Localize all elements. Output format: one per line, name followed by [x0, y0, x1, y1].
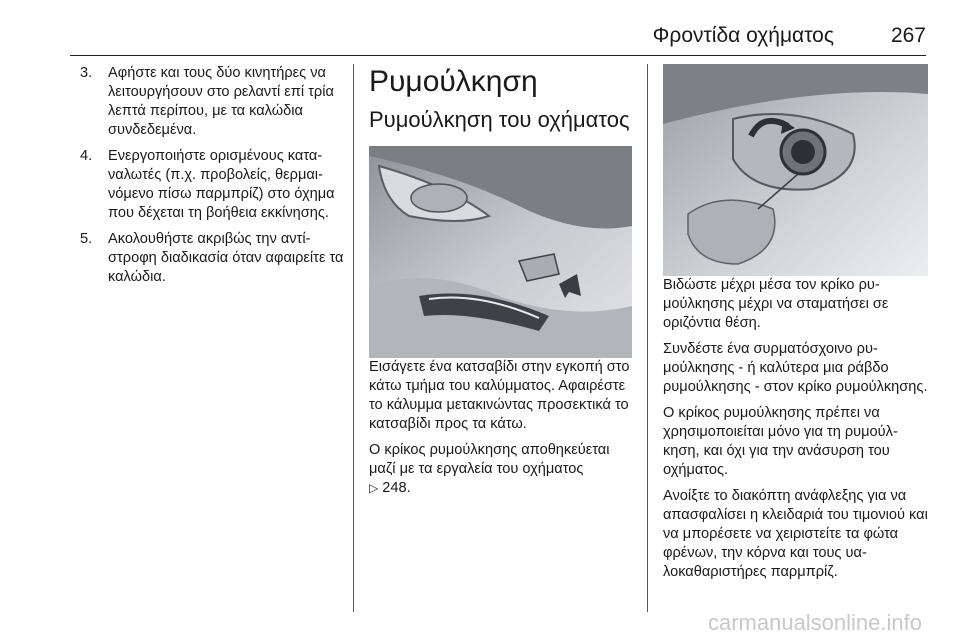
- step-text: Ενεργοποιήστε ορισμένους καταναλωτές (π.χ. προβολείς, θερμαινόμενο πίσω παρμπρίζ) στο όχημα που δέχεται τη βοήθεια εκκίνησης.: [108, 148, 335, 221]
- page-header: [70, 0, 926, 56]
- step-number: 4.: [80, 148, 93, 164]
- middle-column: [369, 64, 632, 505]
- storage-text: Ο κρίκος ρυμούλκησης αποθηκεύεται μαζί με τα εργαλεία του οχήματος: [369, 442, 610, 477]
- step-text: Ακολουθήστε ακριβώς την αντίστροφη διαδικασία όταν αφαιρείτε τα καλώδια.: [108, 231, 344, 285]
- page-number: 267: [890, 24, 926, 47]
- towing-eye-photo: [663, 64, 928, 276]
- step-text: Αφήστε και τους δύο κινητήρες να λειτουργήσουν στο ρελαντί επί τρία λεπτά περίπου, με τα καλώδια συνδεδεμένα.: [108, 65, 334, 138]
- column-divider-left: [353, 64, 354, 612]
- right-column: [663, 64, 928, 589]
- step-number: 5.: [80, 231, 93, 247]
- watermark: carmanualsonline.info: [707, 610, 922, 635]
- section-title: Ρυμούλκηση: [369, 65, 538, 98]
- arrow-reference-icon: ▷: [369, 481, 379, 495]
- steps-list: [80, 64, 344, 287]
- column-divider-right: [647, 64, 648, 612]
- instruction-paragraph: Ο κρίκος ρυμούλκησης πρέπει να χρησιμοποιείται μόνο για τη ρυμούλκηση, και όχι για την ανάσυρση του οχήματος.: [663, 405, 898, 478]
- bumper-cover-photo: [369, 146, 632, 358]
- step-number: 3.: [80, 65, 93, 81]
- step-item: [80, 147, 344, 223]
- instruction-paragraph: Βιδώστε μέχρι μέσα τον κρίκο ρυμούλκησης μέχρι να σταματήσει σε οριζόντια θέση.: [663, 277, 889, 331]
- running-title: Φροντίδα οχήματος: [652, 24, 834, 47]
- header-rule: [70, 55, 926, 56]
- instruction-paragraph: Εισάγετε ένα κατσαβίδι στην εγκοπή στο κάτω τμήμα του καλύμματος. Αφαιρέστε το κάλυμμα μετακινώντας προσεκτικά το κατσαβίδι προς τα κάτω.: [369, 359, 630, 432]
- step-item: [80, 230, 344, 287]
- subsection-title: Ρυμούλκηση του οχήματος: [369, 107, 630, 132]
- instruction-paragraph: Συνδέστε ένα συρματόσχοινο ρυμούλκησης - ή καλύτερα μια ράβδο ρυμούλκησης - στον κρίκο ρυμούλκησης.: [663, 341, 928, 395]
- left-column: [80, 64, 344, 294]
- step-item: [80, 64, 344, 140]
- page-reference-link[interactable]: 248.: [382, 480, 411, 496]
- instruction-paragraph: Ανοίξτε το διακόπτη ανάφλεξης για να απασφαλίσει η κλειδαριά του τιμονιού και να μπορέσετε να χειριστείτε τα φώτα φρένων, την κόρνα και τους υαλοκαθαριστήρες παρμπρίζ.: [663, 488, 928, 580]
- storage-paragraph: [369, 441, 632, 498]
